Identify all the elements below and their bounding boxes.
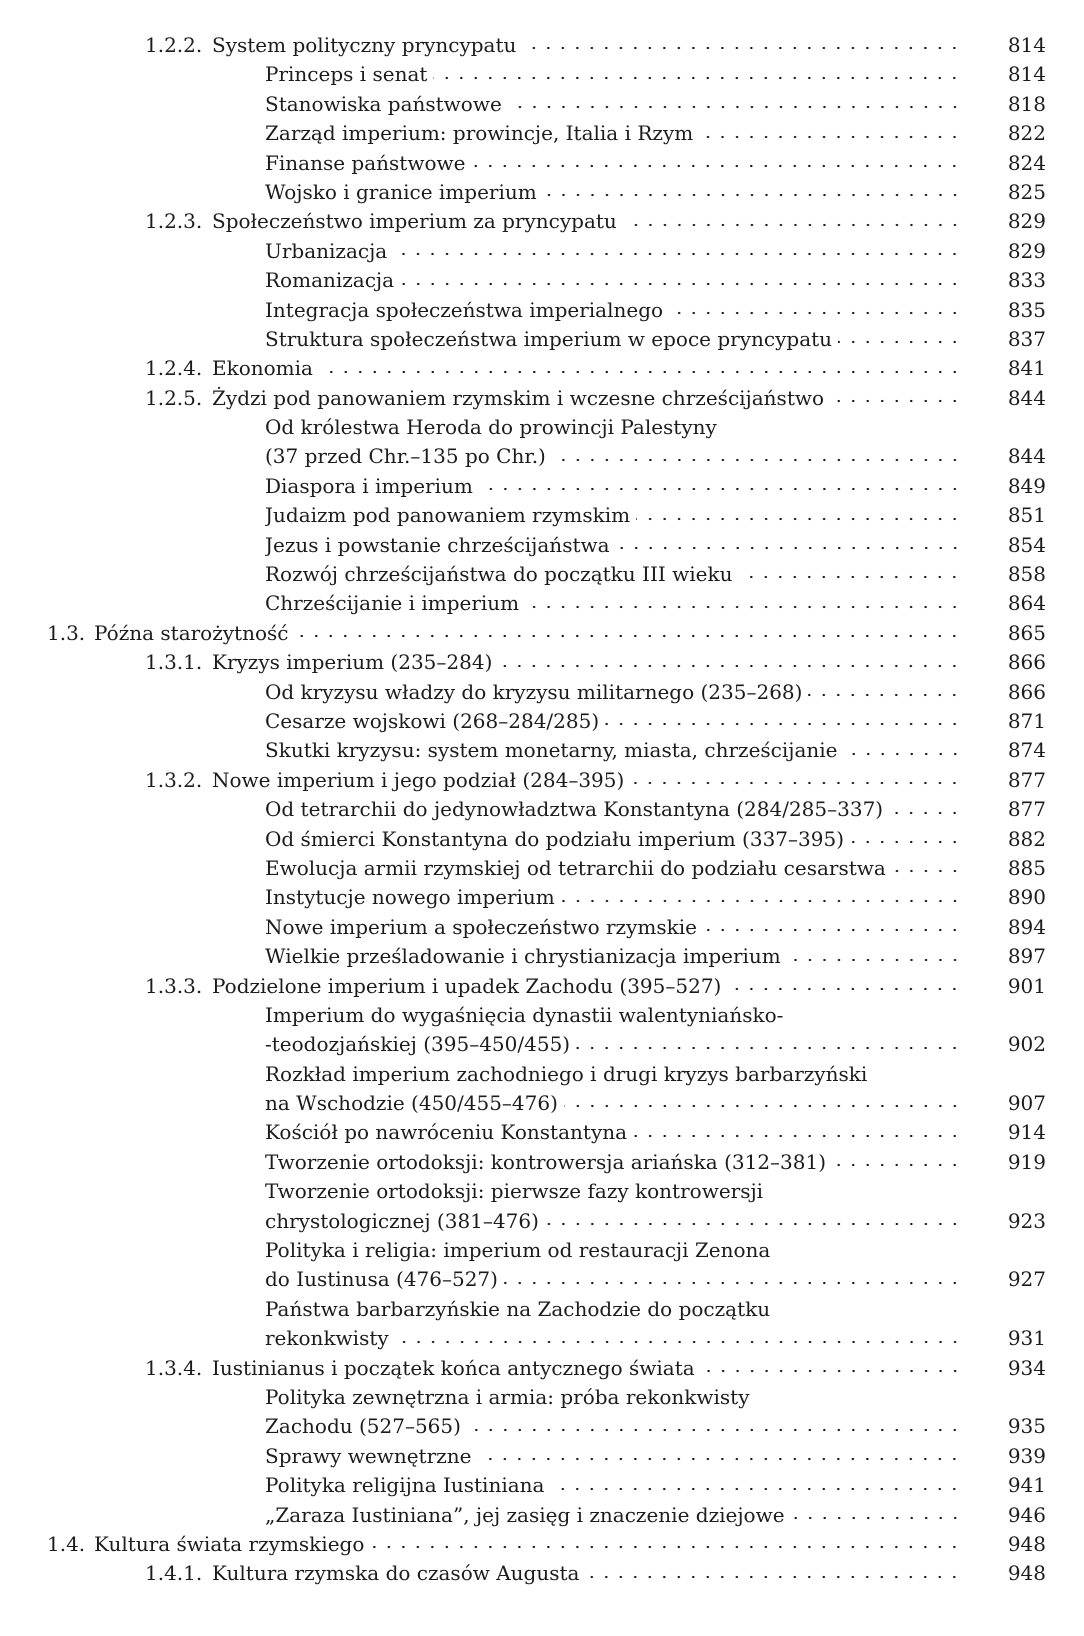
section-title: Polityka i religia: imperium od restauracji Zenona (265, 1238, 771, 1263)
entry-text (265, 736, 962, 765)
dot-leader (701, 1367, 962, 1375)
dot-leader (552, 456, 962, 464)
section-title: Polityka zewnętrzna i armia: próba rekonkwisty (265, 1384, 750, 1409)
entry-text (265, 1442, 962, 1471)
toc-entry (0, 619, 1084, 648)
toc-entry (0, 1383, 1084, 1412)
page-number: 939 (1007, 1443, 1046, 1468)
section-title: Skutki kryzysu: system monetarny, miasta, chrześcijanie (265, 738, 838, 763)
section-title: chrystologicznej (381–476) (265, 1208, 539, 1233)
page-number: 814 (1007, 33, 1046, 57)
toc-entry (0, 1471, 1084, 1500)
entry-text (94, 1530, 962, 1559)
page-number: 877 (1007, 797, 1046, 822)
dot-leader (393, 250, 962, 258)
page-number: 866 (1007, 679, 1046, 704)
toc-entry (0, 207, 1084, 236)
section-title: Chrześcijanie i imperium (265, 591, 520, 616)
page-number: 858 (1007, 562, 1046, 587)
dot-leader (319, 368, 962, 376)
section-title: Państwa barbarzyńskie na Zachodzie do początku (265, 1296, 771, 1321)
section-title: Kultura świata rzymskiego (94, 1531, 365, 1556)
dot-leader (699, 133, 962, 141)
page-number: 824 (1007, 150, 1046, 175)
section-title: Instytucje nowego imperium (265, 885, 555, 910)
dot-leader (561, 897, 962, 905)
page-number: 897 (1007, 944, 1046, 969)
page-number: 948 (1007, 1531, 1046, 1556)
page-number: 871 (1007, 708, 1046, 733)
dot-leader (550, 1485, 962, 1493)
entry-text (212, 31, 962, 60)
toc-entry (0, 707, 1084, 736)
section-title: Diaspora i imperium (265, 473, 473, 498)
section-title: Żydzi pod panowaniem rzymskim i wczesne chrześcijaństwo (212, 385, 825, 410)
entry-text (265, 325, 962, 354)
dot-leader (370, 1543, 962, 1551)
toc-entry (0, 384, 1084, 413)
section-title: Nowe imperium a społeczeństwo rzymskie (265, 914, 697, 939)
entry-text (265, 1148, 962, 1177)
section-title: Tworzenie ortodoksji: kontrowersja ariańska (312–381) (265, 1149, 827, 1174)
dot-leader (633, 1132, 962, 1140)
toc-entry (0, 1324, 1084, 1353)
toc-entry (0, 237, 1084, 266)
toc-entry (0, 354, 1084, 383)
toc-entry (0, 736, 1084, 765)
toc-entry (0, 1530, 1084, 1559)
section-title: Zachodu (527–565) (265, 1414, 461, 1439)
dot-leader (738, 573, 962, 581)
section-title: Urbanizacja (265, 238, 388, 263)
toc-entry (0, 119, 1084, 148)
entry-text (265, 501, 962, 530)
section-number: 1.3.3. (145, 973, 203, 998)
section-title: Stanowiska państwowe (265, 91, 502, 116)
section-title: Kościół po nawróceniu Konstantyna (265, 1120, 628, 1145)
section-title: Od kryzysu władzy do kryzysu militarnego (235–268) (265, 679, 803, 704)
dot-leader (892, 867, 962, 875)
toc-entry (0, 1442, 1084, 1471)
section-title: Tworzenie ortodoksji: pierwsze fazy kontrowersji (265, 1179, 764, 1204)
dot-leader (585, 1573, 962, 1581)
toc-entry (0, 1501, 1084, 1530)
page-number: 901 (1007, 973, 1046, 998)
dot-leader (832, 1161, 962, 1169)
dot-leader (545, 1220, 962, 1228)
entry-text (265, 1118, 962, 1147)
dot-leader (525, 603, 962, 611)
dot-leader (703, 926, 962, 934)
toc-entry (0, 1060, 1084, 1089)
section-title: Rozwój chrześcijaństwa do początku III wieku (265, 562, 733, 587)
section-title: Rozkład imperium zachodniego i drugi kryzys barbarzyński (265, 1061, 868, 1086)
section-title: Ekonomia (212, 356, 313, 381)
section-title: Nowe imperium i jego podział (284–395) (212, 767, 625, 792)
entry-text (265, 589, 962, 618)
dot-leader (498, 662, 962, 670)
dot-leader (830, 397, 962, 405)
section-number: 1.3.4. (145, 1355, 203, 1380)
page-number: 835 (1007, 297, 1046, 322)
page-number: 841 (1007, 356, 1046, 381)
dot-leader (576, 1044, 962, 1052)
page-number: 844 (1007, 385, 1046, 410)
page-number: 919 (1007, 1149, 1046, 1174)
page-number: 849 (1007, 473, 1046, 498)
dot-leader (294, 632, 962, 640)
section-title: Zarząd imperium: prowincje, Italia i Rzym (265, 121, 694, 146)
page-number: 854 (1007, 532, 1046, 557)
page-number: 844 (1007, 444, 1046, 469)
entry-text (265, 913, 962, 942)
entry-text (265, 1501, 962, 1530)
section-title: Iustinianus i początek końca antycznego świata (212, 1355, 695, 1380)
toc-entry (0, 149, 1084, 178)
section-title: Od tetrarchii do jedynowładztwa Konstantyna (284/285–337) (265, 797, 884, 822)
page-number: 907 (1007, 1091, 1046, 1116)
section-title: Sprawy wewnętrzne (265, 1443, 472, 1468)
toc-entry (0, 1177, 1084, 1206)
entry-text (265, 413, 962, 442)
section-title: Wielkie prześladowanie i chrystianizacja imperium (265, 944, 781, 969)
section-title: (37 przed Chr.–135 po Chr.) (265, 444, 546, 469)
page-number: 829 (1007, 209, 1046, 234)
entry-text (265, 883, 962, 912)
section-title: „Zaraza Iustiniana”, jej zasięg i znaczenie dziejowe (265, 1502, 785, 1527)
toc-entry (0, 766, 1084, 795)
entry-text (265, 442, 962, 471)
section-title: Integracja społeczeństwa imperialnego (265, 297, 664, 322)
entry-text (265, 825, 962, 854)
entry-text (265, 1089, 962, 1118)
toc-entry (0, 501, 1084, 530)
section-title: Podzielone imperium i upadek Zachodu (395–527) (212, 973, 722, 998)
toc-entry (0, 1412, 1084, 1441)
entry-text (265, 1207, 962, 1236)
toc-entry (0, 296, 1084, 325)
entry-text (265, 119, 962, 148)
entry-text (212, 1354, 962, 1383)
toc-entry (0, 1089, 1084, 1118)
dot-leader (508, 103, 962, 111)
page-number: 865 (1007, 620, 1046, 645)
entry-text (265, 296, 962, 325)
toc-entry (0, 90, 1084, 119)
dot-leader (471, 162, 962, 170)
toc-entry (0, 883, 1084, 912)
entry-text (265, 178, 962, 207)
section-number: 1.2.3. (145, 209, 203, 234)
section-number: 1.2.2. (145, 33, 203, 57)
section-number: 1.3. (47, 620, 86, 645)
toc-entry (0, 1207, 1084, 1236)
page-number: 814 (1007, 62, 1046, 87)
page-number: 948 (1007, 1561, 1046, 1586)
section-title: -teodozjańskiej (395–450/455) (265, 1032, 571, 1057)
entry-text (265, 266, 962, 295)
dot-leader (395, 1338, 962, 1346)
dot-leader (564, 1102, 962, 1110)
page-number: 829 (1007, 238, 1046, 263)
page-number: 874 (1007, 738, 1046, 763)
toc-entry (0, 972, 1084, 1001)
entry-text (265, 1236, 962, 1265)
entry-text (265, 1383, 962, 1412)
entry-text (94, 619, 962, 648)
entry-text (265, 1177, 962, 1206)
section-title: na Wschodzie (450/455–476) (265, 1091, 558, 1116)
toc-entry (0, 795, 1084, 824)
dot-leader (787, 956, 962, 964)
section-title: Od śmierci Konstantyna do podziału imperium (337–395) (265, 826, 845, 851)
page-number: 833 (1007, 268, 1046, 293)
dot-leader (433, 74, 962, 82)
section-title: Późna starożytność (94, 620, 289, 645)
page-number: 837 (1007, 326, 1046, 351)
section-title: System polityczny pryncypatu (212, 33, 517, 57)
toc-entry (0, 1030, 1084, 1059)
entry-text (265, 1324, 962, 1353)
section-title: Cesarze wojskowi (268–284/285) (265, 708, 600, 733)
entry-text (265, 531, 962, 560)
section-title: Polityka religijna Iustiniana (265, 1473, 545, 1498)
table-of-contents (0, 31, 1084, 1589)
toc-entry (0, 178, 1084, 207)
entry-text (265, 1471, 962, 1500)
entry-text (265, 678, 962, 707)
entry-text (212, 207, 962, 236)
page-number: 902 (1007, 1032, 1046, 1057)
dot-leader (850, 838, 962, 846)
page-number: 882 (1007, 826, 1046, 851)
page-number: 822 (1007, 121, 1046, 146)
toc-entry (0, 442, 1084, 471)
dot-leader (630, 779, 962, 787)
toc-entry (0, 1354, 1084, 1383)
toc-entry (0, 1236, 1084, 1265)
toc-entry (0, 472, 1084, 501)
toc-entry (0, 589, 1084, 618)
page-number: 866 (1007, 650, 1046, 675)
page-number: 923 (1007, 1208, 1046, 1233)
section-title: Struktura społeczeństwa imperium w epoce pryncypatu (265, 326, 833, 351)
section-title: Imperium do wygaśnięcia dynastii walentyniańsko- (265, 1002, 784, 1027)
dot-leader (623, 221, 962, 229)
section-title: rekonkwisty (265, 1326, 389, 1351)
toc-entry (0, 942, 1084, 971)
dot-leader (477, 1455, 962, 1463)
entry-text (265, 472, 962, 501)
page-number: 825 (1007, 179, 1046, 204)
toc-entry (0, 60, 1084, 89)
page-number: 864 (1007, 591, 1046, 616)
entry-text (265, 560, 962, 589)
section-title: Romanizacja (265, 268, 395, 293)
section-number: 1.3.1. (145, 650, 203, 675)
section-title: Judaizm pod panowaniem rzymskim (265, 503, 631, 528)
dot-leader (605, 720, 962, 728)
page-number: 946 (1007, 1502, 1046, 1527)
toc-entry (0, 1265, 1084, 1294)
dot-leader (504, 1279, 962, 1287)
section-title: Jezus i powstanie chrześcijaństwa (265, 532, 610, 557)
entry-text (265, 1265, 962, 1294)
page-number: 914 (1007, 1120, 1046, 1145)
entry-text (265, 707, 962, 736)
entry-text (265, 60, 962, 89)
entry-text (265, 149, 962, 178)
toc-entry (0, 413, 1084, 442)
toc-entry (0, 31, 1084, 60)
toc-entry (0, 1001, 1084, 1030)
dot-leader (616, 544, 962, 552)
section-title: Społeczeństwo imperium za pryncypatu (212, 209, 617, 234)
entry-text (265, 90, 962, 119)
dot-leader (467, 1426, 962, 1434)
dot-leader (669, 309, 962, 317)
section-title: Od królestwa Heroda do prowincji Palestyny (265, 415, 717, 440)
dot-leader (543, 191, 962, 199)
entry-text (265, 1295, 962, 1324)
section-title: Finanse państwowe (265, 150, 466, 175)
page-number: 890 (1007, 885, 1046, 910)
entry-text (265, 1001, 962, 1030)
page-number: 818 (1007, 91, 1046, 116)
toc-entry (0, 648, 1084, 677)
toc-entry (0, 1559, 1084, 1588)
entry-text (265, 795, 962, 824)
entry-text (265, 854, 962, 883)
toc-entry (0, 913, 1084, 942)
dot-leader (838, 338, 962, 346)
section-number: 1.4. (47, 1531, 86, 1556)
page-number: 927 (1007, 1267, 1046, 1292)
dot-leader (400, 280, 962, 288)
section-title: do Iustinusa (476–527) (265, 1267, 498, 1292)
dot-leader (844, 750, 962, 758)
page-number: 851 (1007, 503, 1046, 528)
entry-text (265, 237, 962, 266)
entry-text (212, 648, 962, 677)
section-number: 1.3.2. (145, 767, 203, 792)
toc-entry (0, 1148, 1084, 1177)
toc-entry (0, 560, 1084, 589)
toc-entry (0, 266, 1084, 295)
section-number: 1.2.5. (145, 385, 203, 410)
page-number: 885 (1007, 855, 1046, 880)
toc-entry (0, 678, 1084, 707)
toc-entry (0, 325, 1084, 354)
dot-leader (791, 1514, 962, 1522)
toc-entry (0, 825, 1084, 854)
page-number: 877 (1007, 767, 1046, 792)
section-title: Wojsko i granice imperium (265, 179, 537, 204)
toc-entry (0, 531, 1084, 560)
section-number: 1.2.4. (145, 356, 203, 381)
entry-text (265, 1412, 962, 1441)
dot-leader (727, 985, 962, 993)
section-title: Kultura rzymska do czasów Augusta (212, 1561, 580, 1586)
section-number: 1.4.1. (145, 1561, 203, 1586)
entry-text (265, 1060, 962, 1089)
page-number: 931 (1007, 1326, 1046, 1351)
dot-leader (808, 691, 962, 699)
page-number: 941 (1007, 1473, 1046, 1498)
entry-text (212, 384, 962, 413)
page-number: 934 (1007, 1355, 1046, 1380)
entry-text (265, 1030, 962, 1059)
entry-text (212, 354, 962, 383)
entry-text (212, 1559, 962, 1588)
page-number: 894 (1007, 914, 1046, 939)
toc-entry (0, 854, 1084, 883)
entry-text (265, 942, 962, 971)
section-title: Kryzys imperium (235–284) (212, 650, 493, 675)
toc-entry (0, 1118, 1084, 1147)
dot-leader (479, 485, 962, 493)
entry-text (212, 766, 962, 795)
section-title: Princeps i senat (265, 62, 428, 87)
dot-leader (889, 809, 962, 817)
page-number: 935 (1007, 1414, 1046, 1439)
dot-leader (636, 515, 962, 523)
dot-leader (522, 44, 962, 52)
toc-entry (0, 1295, 1084, 1324)
section-title: Ewolucja armii rzymskiej od tetrarchii do podziału cesarstwa (265, 855, 886, 880)
entry-text (212, 972, 962, 1001)
